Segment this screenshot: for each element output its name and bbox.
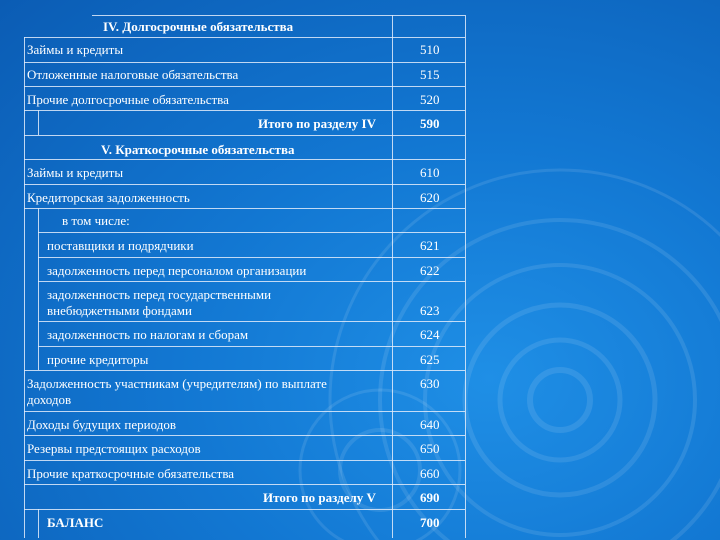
- grid-line: [38, 257, 465, 258]
- grid-line: [38, 232, 465, 233]
- grid-line: [24, 159, 465, 160]
- grid-line: [24, 62, 465, 63]
- row-label: Прочие долгосрочные обязательства: [27, 92, 229, 107]
- grid-line: [24, 208, 465, 209]
- row-label-line-1: задолженность перед государственными: [47, 287, 272, 302]
- grid-line: [24, 484, 465, 485]
- row-code: 660: [420, 466, 440, 481]
- section-4-total-code: 590: [420, 116, 440, 131]
- grid-line: [24, 110, 465, 111]
- section-5-total-label: Итого по разделу V: [263, 490, 376, 505]
- row-code: 630: [420, 376, 440, 391]
- grid-line: [38, 208, 39, 370]
- grid-line: [24, 135, 465, 136]
- row-code: 622: [420, 263, 440, 278]
- row-code: 624: [420, 327, 440, 342]
- row-code: 520: [420, 92, 440, 107]
- row-code: 650: [420, 441, 440, 456]
- grid-line: [24, 509, 465, 510]
- row-label-line-2: внебюджетными фондами: [47, 303, 192, 318]
- row-code: 625: [420, 352, 440, 367]
- grid-line: [24, 184, 465, 185]
- grid-line: [24, 435, 465, 436]
- row-label: Прочие краткосрочные обязательства: [27, 466, 235, 481]
- row-code: 640: [420, 417, 440, 432]
- grid-line: [38, 346, 465, 347]
- grid-line: [465, 15, 466, 538]
- row-label: задолженность по налогам и сборам: [47, 327, 249, 342]
- grid-line: [392, 15, 393, 538]
- section-5-total-code: 690: [420, 490, 440, 505]
- grid-line: [38, 281, 465, 282]
- section-heading-row: [24, 15, 465, 37]
- row-code: 510: [420, 42, 440, 57]
- grid-line: [38, 110, 39, 135]
- balance-label: БАЛАНС: [47, 515, 104, 530]
- row-label-line-2: доходов: [27, 392, 72, 407]
- row-code: 621: [420, 238, 440, 253]
- row-code: 610: [420, 165, 440, 180]
- section-4-total-label: Итого по разделу IV: [258, 116, 376, 131]
- row-label-line-1: Задолженность участникам (учредителям) по выплате: [27, 376, 327, 391]
- row-label: поставщики и подрядчики: [47, 238, 194, 253]
- section-5-heading: V. Краткосрочные обязательства: [101, 142, 295, 157]
- grid-line: [24, 37, 25, 538]
- grid-line: [24, 460, 465, 461]
- grid-line: [24, 37, 465, 38]
- section-4-heading: IV. Долгосрочные обязательства: [103, 19, 294, 34]
- row-code: 620: [420, 190, 440, 205]
- grid-line: [24, 370, 465, 371]
- balance-sheet-table: [24, 15, 465, 538]
- row-label: Займы и кредиты: [27, 42, 124, 57]
- grid-line: [38, 509, 39, 538]
- grid-line: [24, 411, 465, 412]
- grid-line: [38, 321, 465, 322]
- row-label: задолженность перед персоналом организации: [47, 263, 307, 278]
- grid-line: [24, 86, 465, 87]
- row-label: прочие кредиторы: [47, 352, 149, 367]
- row-code: 515: [420, 67, 440, 82]
- row-code: 623: [420, 303, 440, 318]
- row-label: Кредиторская задолженность: [27, 190, 190, 205]
- row-label: Отложенные налоговые обязательства: [27, 67, 239, 82]
- including-label: в том числе:: [62, 213, 130, 228]
- row-label: Доходы будущих периодов: [27, 417, 176, 432]
- balance-code: 700: [420, 515, 440, 530]
- row-label: Займы и кредиты: [27, 165, 124, 180]
- row-label: Резервы предстоящих расходов: [27, 441, 201, 456]
